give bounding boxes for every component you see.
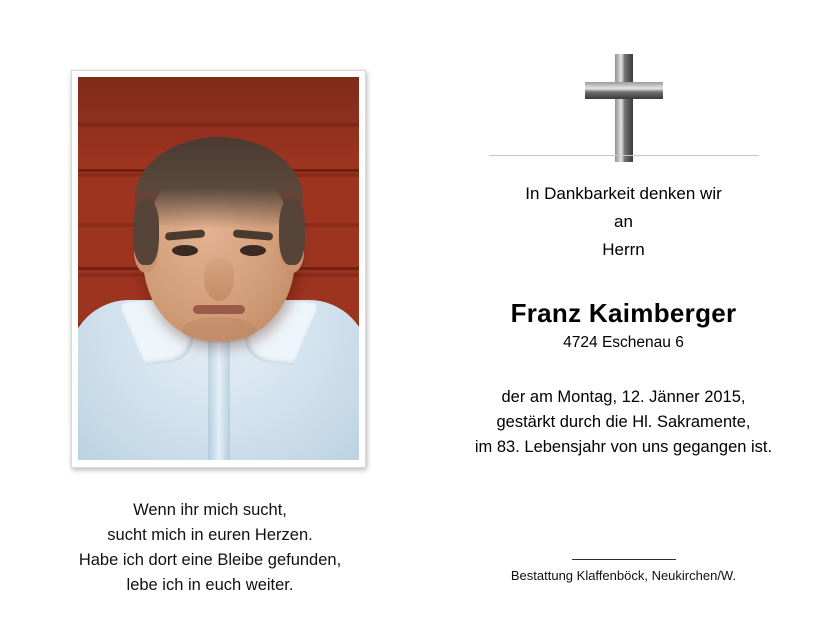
- christian-cross-icon: [581, 52, 667, 164]
- footer-divider: [572, 559, 676, 560]
- right-column: [420, 0, 827, 620]
- dedication-line-1: In Dankbarkeit denken wir: [525, 184, 722, 203]
- header-divider: [489, 155, 759, 156]
- dedication-text: [420, 180, 827, 264]
- passing-line-1: der am Montag, 12. Jänner 2015,: [501, 388, 746, 406]
- verse-line-3: Habe ich dort eine Bleibe gefunden,: [78, 551, 342, 569]
- memorial-verse: [0, 498, 420, 598]
- undertaker-credit: Bestattung Klaffenböck, Neukirchen/W.: [510, 568, 737, 583]
- portrait-photo: [78, 77, 359, 460]
- verse-line-1: Wenn ihr mich sucht,: [133, 501, 287, 519]
- passing-line-3: im 83. Lebensjahr von uns gegangen ist.: [474, 438, 773, 456]
- dedication-line-2: an: [614, 212, 633, 231]
- verse-line-2: sucht mich in euren Herzen.: [107, 526, 313, 544]
- photo-figure-head: [143, 153, 295, 341]
- dedication-line-3: Herrn: [602, 240, 645, 259]
- deceased-address: 4724 Eschenau 6: [563, 334, 684, 351]
- portrait-photo-frame: [71, 70, 366, 468]
- deceased-name: Franz Kaimberger: [510, 298, 737, 328]
- cross-container: [420, 52, 827, 164]
- verse-line-4: lebe ich in euch weiter.: [126, 576, 294, 594]
- passing-line-2: gestärkt durch die Hl. Sakramente,: [496, 413, 751, 431]
- passing-text: [420, 385, 827, 460]
